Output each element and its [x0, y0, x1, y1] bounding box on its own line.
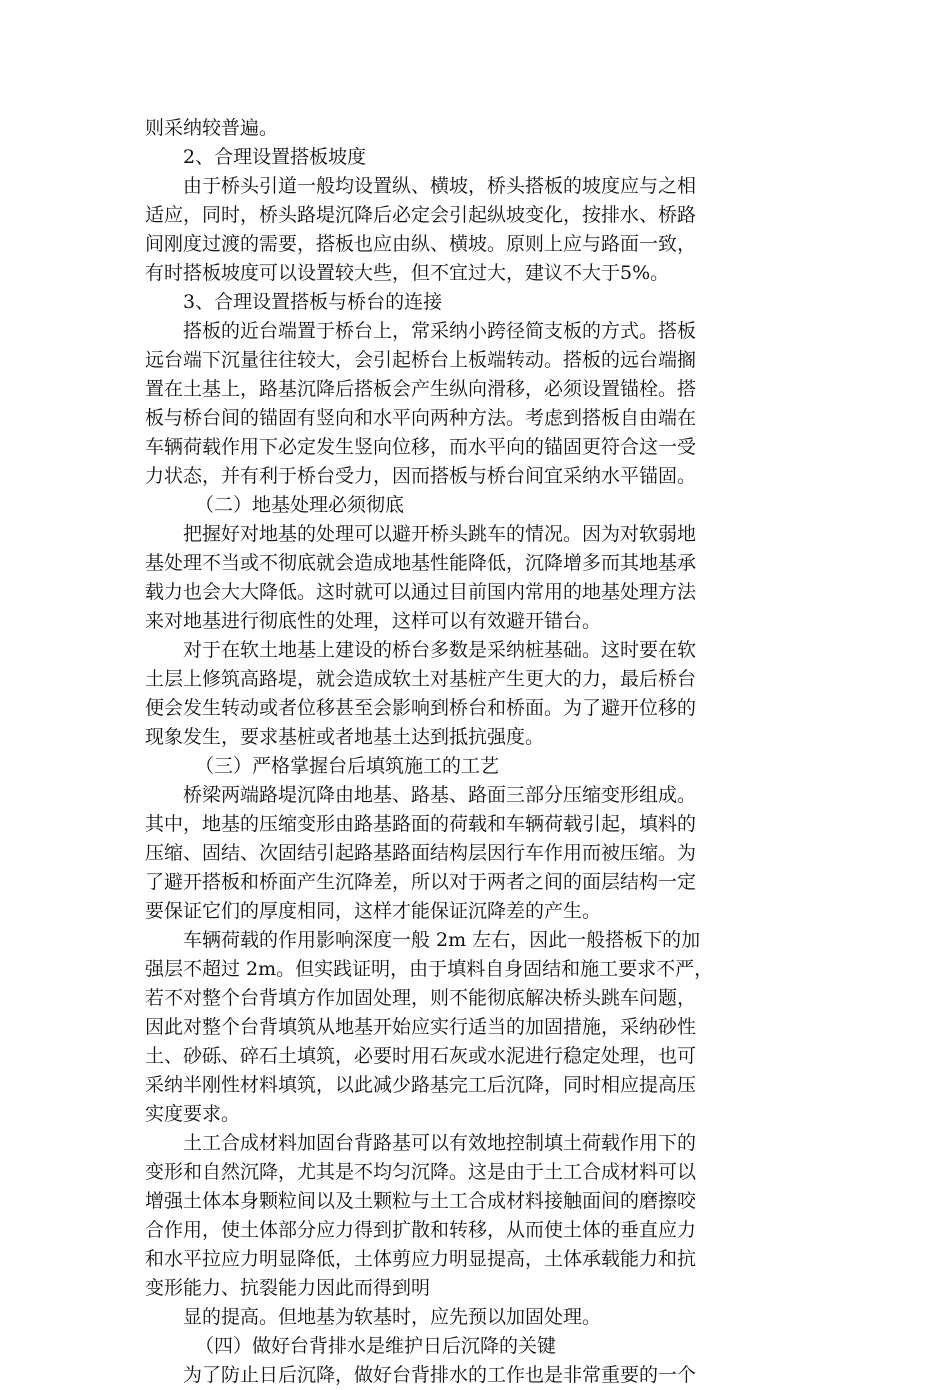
text-line: 便会发生转动或者位移甚至会影响到桥台和桥面。为了避开位移的: [145, 697, 697, 719]
text-line: 有时搭板坡度可以设置较大些，但不宜过大，建议不大于5%。: [145, 262, 670, 284]
subsection-heading: （三）严格掌握台后填筑施工的工艺: [195, 755, 500, 777]
subsection-heading: （四）做好台背排水是维护日后沉降的关键: [195, 1335, 557, 1357]
text-line: 要保证它们的厚度相同，这样才能保证沉降差的产生。: [145, 900, 602, 922]
text-line: 压缩、固结、次固结引起路基路面结构层因行车作用而被压缩。为: [145, 842, 697, 864]
subsection-heading: （二）地基处理必须彻底: [195, 494, 405, 516]
text-line: 了避开搭板和桥面产生沉降差，所以对于两者之间的面层结构一定: [145, 871, 697, 893]
paragraph-first-line: 为了防止日后沉降，做好台背排水的工作也是非常重要的一个: [183, 1364, 697, 1386]
paragraph-first-line: 把握好对地基的处理可以避开桥头跳车的情况。因为对软弱地: [183, 523, 697, 545]
text-line: 置在土基上，路基沉降后搭板会产生纵向滑移，必须设置锚栓。搭: [145, 378, 697, 400]
text-line: 变形能力、抗裂能力因此而得到明: [145, 1277, 431, 1299]
text-line: 和水平拉应力明显降低，土体剪应力明显提高，土体承载能力和抗: [145, 1248, 697, 1270]
paragraph-first-line: 车辆荷载的作用影响深度一般 2m 左右，因此一般搭板下的加: [183, 929, 701, 951]
text-line: 载力也会大大降低。这时就可以通过目前国内常用的地基处理方法: [145, 581, 697, 603]
text-line: 其中，地基的压缩变形由路基路面的荷载和车辆荷载引起，填料的: [145, 813, 697, 835]
paragraph-first-line: 土工合成材料加固台背路基可以有效地控制填土荷载作用下的: [183, 1132, 697, 1154]
text-line: 变形和自然沉降，尤其是不均匀沉降。这是由于土工合成材料可以: [145, 1161, 697, 1183]
text-line: 增强土体本身颗粒间以及土颗粒与土工合成材料接触面间的磨擦咬: [145, 1190, 697, 1212]
text-line: 基处理不当或不彻底就会造成地基性能降低，沉降增多而其地基承: [145, 552, 697, 574]
text-line: 合作用，使土体部分应力得到扩散和转移，从而使土体的垂直应力: [145, 1219, 697, 1241]
section-heading: 2、合理设置搭板坡度: [183, 146, 367, 168]
paragraph-first-line: 对于在软土地基上建设的桥台多数是采纳桩基础。这时要在软: [183, 639, 697, 661]
text-line: 力状态，并有利于桥台受力，因而搭板与桥台间宜采纳水平锚固。: [145, 465, 697, 487]
text-line: 土层上修筑高路堤，就会造成软土对基桩产生更大的力，最后桥台: [145, 668, 697, 690]
paragraph-first-line: 由于桥头引道一般均设置纵、横坡，桥头搭板的坡度应与之相: [183, 175, 697, 197]
text-line: 远台端下沉量往往较大，会引起桥台上板端转动。搭板的远台端搁: [145, 349, 697, 371]
text-line: 来对地基进行彻底性的处理，这样可以有效避开错台。: [145, 610, 602, 632]
text-line: 强层不超过 2m。但实践证明，由于填料自身固结和施工要求不严，: [145, 958, 714, 980]
text-line: 因此对整个台背填筑从地基开始应实行适当的加固措施，采纳砂性: [145, 1016, 697, 1038]
text-line: 间刚度过渡的需要，搭板也应由纵、横坡。原则上应与路面一致，: [145, 233, 697, 255]
text-line: 车辆荷载作用下必定发生竖向位移，而水平向的锚固更符合这一受: [145, 436, 697, 458]
text-line: 采纳半刚性材料填筑，以此减少路基完工后沉降，同时相应提高压: [145, 1074, 697, 1096]
paragraph-first-line: 桥梁两端路堤沉降由地基、路基、路面三部分压缩变形组成。: [183, 784, 697, 806]
paragraph-first-line: 搭板的近台端置于桥台上，常采纳小跨径简支板的方式。搭板: [183, 320, 697, 342]
text-line: 则采纳较普遍。: [145, 117, 279, 139]
text-line: 实度要求。: [145, 1103, 241, 1125]
section-heading: 3、合理设置搭板与桥台的连接: [183, 291, 443, 313]
text-line: 现象发生，要求基桩或者地基土达到抵抗强度。: [145, 726, 545, 748]
text-line: 若不对整个台背填方作加固处理，则不能彻底解决桥头跳车问题，: [145, 987, 697, 1009]
document-page: [145, 114, 805, 1390]
text-line: 板与桥台间的锚固有竖向和水平向两种方法。考虑到搭板自由端在: [145, 407, 697, 429]
text-line: 土、砂砾、碎石土填筑，必要时用石灰或水泥进行稳定处理，也可: [145, 1045, 697, 1067]
text-line: 适应，同时，桥头路堤沉降后必定会引起纵坡变化，按排水、桥路: [145, 204, 697, 226]
paragraph-first-line: 显的提高。但地基为软基时，应先预以加固处理。: [183, 1306, 602, 1328]
